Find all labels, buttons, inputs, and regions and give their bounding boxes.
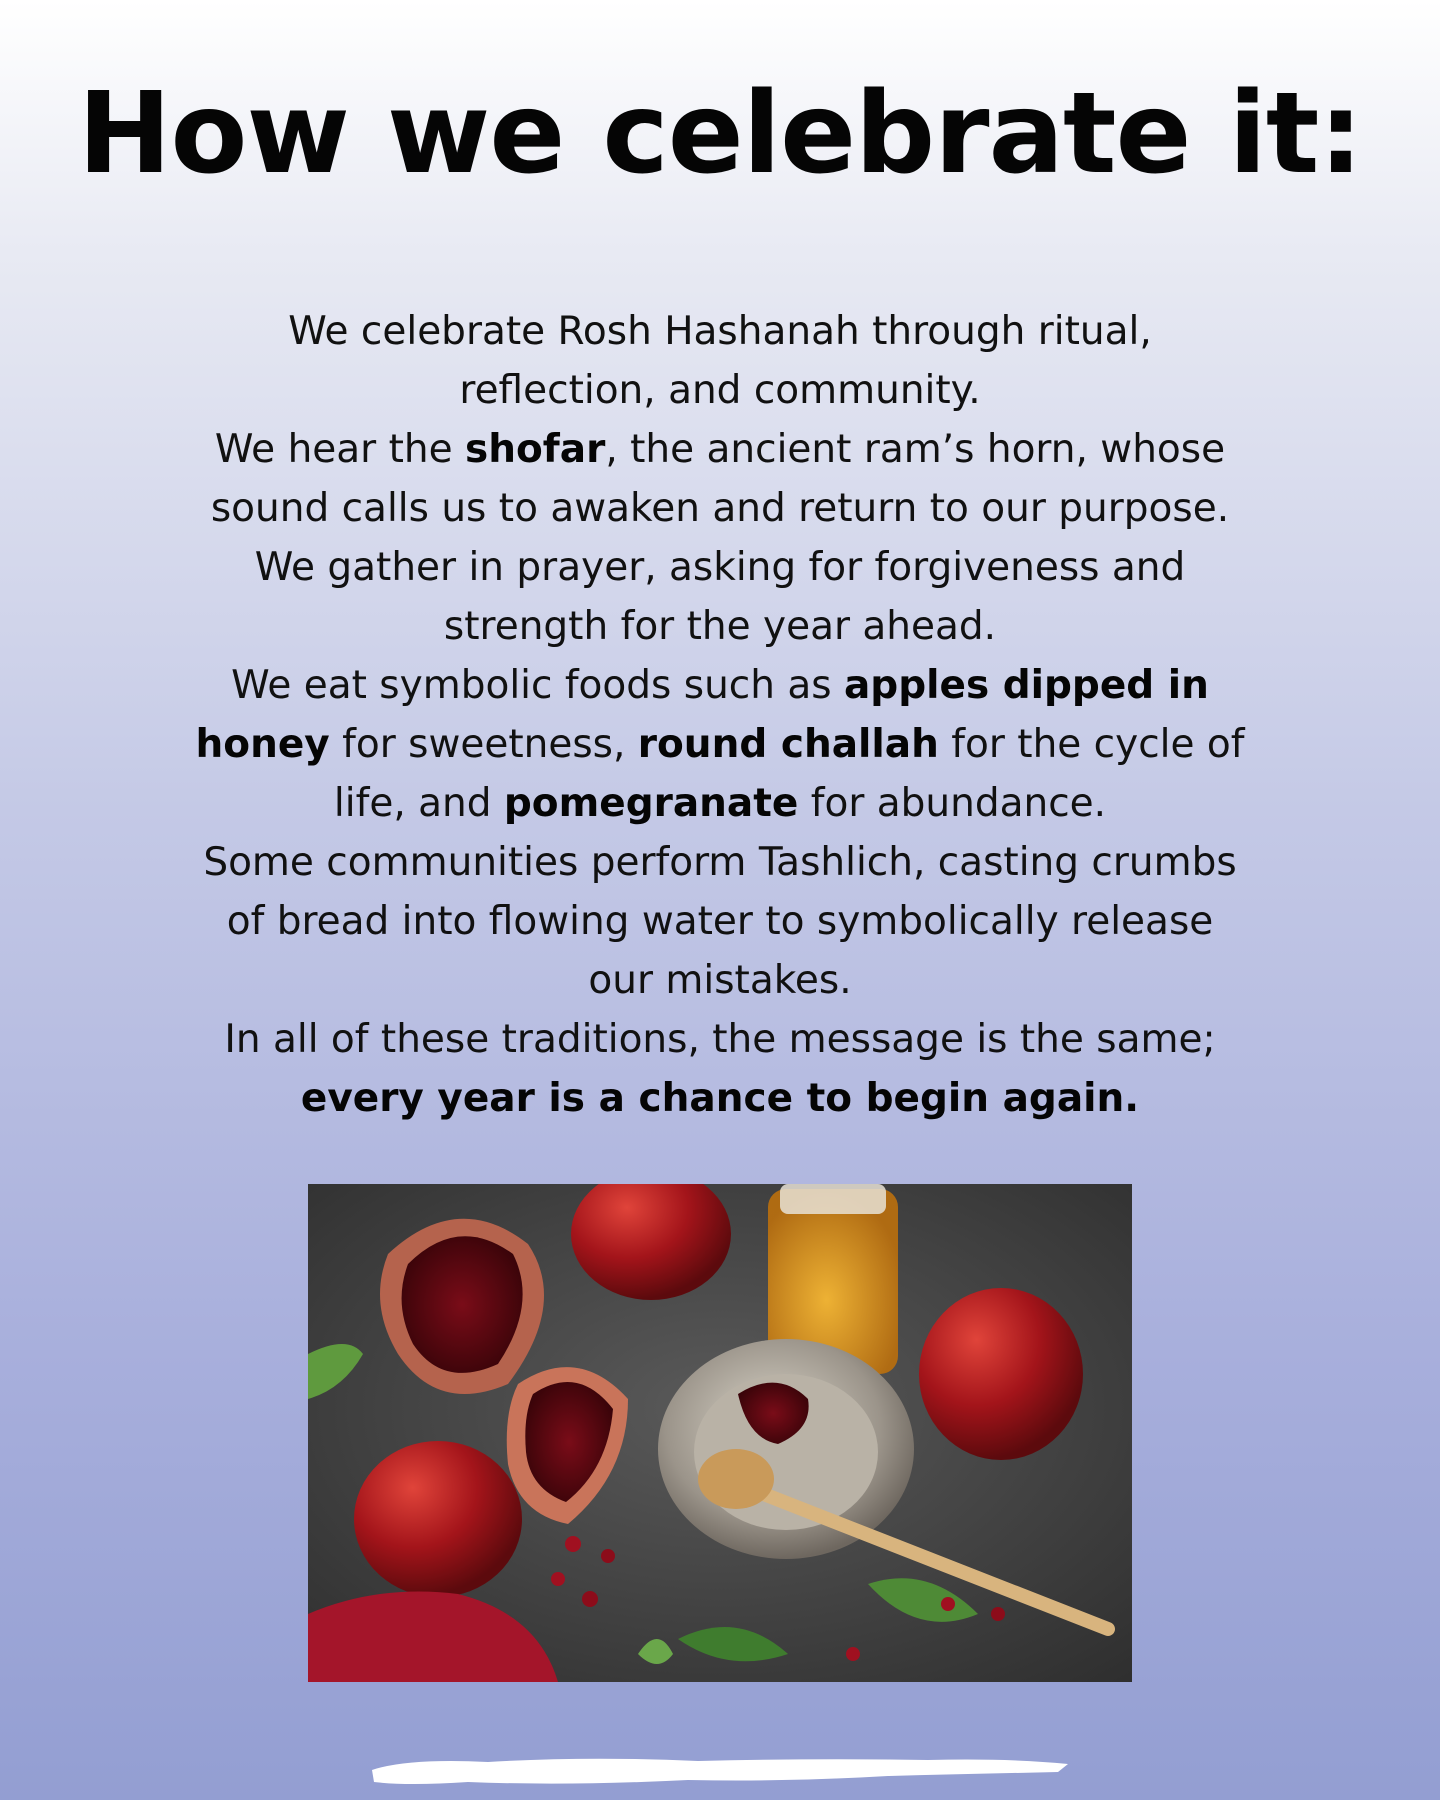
pomegranate-seed (991, 1607, 1005, 1621)
text-span: , the ancient ram’s horn, whose sound calls us to awaken and return to our purpose. (210, 427, 1230, 531)
bold-shofar: shofar (465, 427, 606, 472)
food-photo (308, 1184, 1132, 1682)
brush-stroke-decoration (368, 1752, 1078, 1790)
apple-shape (919, 1288, 1083, 1460)
pomegranate-seed (941, 1597, 955, 1611)
paragraph-shofar (190, 420, 1250, 538)
text-span: In all of these traditions, the message is the same; (224, 1017, 1216, 1062)
bold-challah: round challah (637, 722, 939, 767)
text-span: for abundance. (798, 781, 1107, 826)
pomegranate-seed (582, 1591, 598, 1607)
pomegranate-seed (565, 1536, 581, 1552)
honey-dipper-head (698, 1449, 774, 1509)
text-span: We eat symbolic foods such as (231, 663, 844, 708)
pomegranate-seed (846, 1647, 860, 1661)
pomegranate-seed (551, 1572, 565, 1586)
pomegranate-seed (601, 1549, 615, 1563)
paragraph-tashlich: Some communities perform Tashlich, casting crumbs of bread into flowing water to symbolically release our mistakes. (203, 840, 1237, 1003)
brush-stroke (372, 1759, 1068, 1784)
text-span: for sweetness, (329, 722, 638, 767)
pomegranate-seeds (402, 1236, 523, 1373)
paragraph-message (190, 1010, 1250, 1128)
paragraph-intro: We celebrate Rosh Hashanah through ritual, reflection, and community. (288, 309, 1152, 413)
body-text (190, 302, 1250, 1128)
honey-jar-rim (780, 1184, 886, 1214)
text-span: We hear the (214, 427, 466, 472)
paragraph-foods (190, 656, 1250, 833)
page-title: How we celebrate it: (77, 69, 1363, 199)
bold-apples: apples dipped in honey (195, 663, 1209, 767)
bold-pomegranate: pomegranate (503, 781, 799, 826)
food-photo-illustration (308, 1184, 1132, 1682)
apple-shape (354, 1441, 522, 1597)
bold-message: every year is a chance to begin again. (300, 1076, 1140, 1121)
paragraph-prayer: We gather in prayer, asking for forgiveness and strength for the year ahead. (254, 545, 1186, 649)
text-span: for the cycle of life, and (333, 722, 1245, 826)
